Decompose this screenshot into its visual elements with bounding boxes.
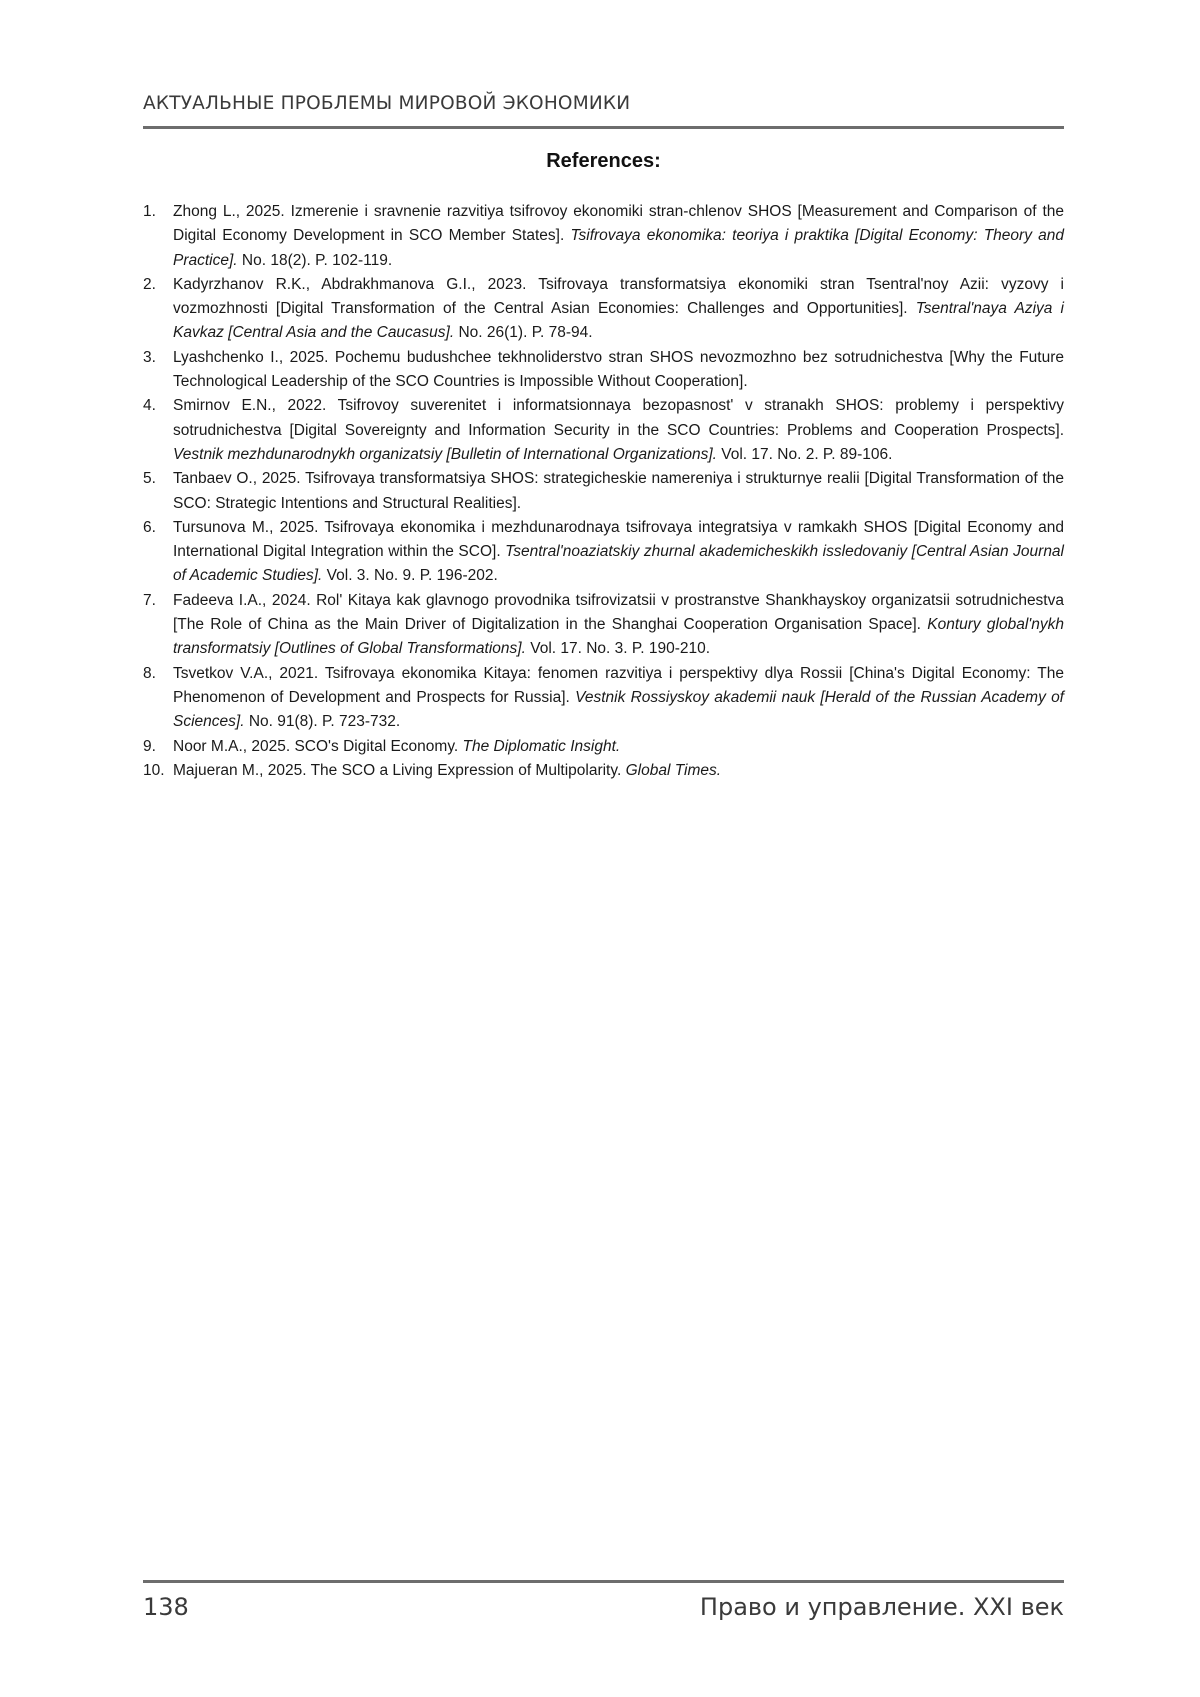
reference-item-10 (143, 759, 1064, 783)
reference-text: Smirnov E.N., 2022. Tsifrovoy suverenitet i informatsionnaya bezopasnost' v stranakh SHOS: problemy i perspektivy sotrudnichestva [Digital Sovereignty and Information Security in the SCO Countries: Problems and Cooperation Prospects]. (173, 397, 1064, 439)
reference-text: Zhong L., 2025. Izmerenie i sravnenie razvitiya tsifrovoy ekonomiki stran-chlenov SHOS [Measurement and Comparison of the Digital Economy Development in SCO Member States]. (173, 203, 1064, 245)
reference-details: Vol. 3. No. 9. P. 196-202. (322, 567, 498, 585)
reference-number: 10. (143, 761, 165, 779)
footer-divider (143, 1580, 1064, 1583)
reference-number: 6. (143, 518, 156, 536)
running-title: АКТУАЛЬНЫЕ ПРОБЛЕМЫ МИРОВОЙ ЭКОНОМИКИ (143, 93, 631, 114)
reference-source: Kontury global'nykh transformatsiy [Outlines of Global Transformations]. (173, 616, 1064, 658)
reference-text: Fadeeva I.A., 2024. Rol' Kitaya kak glavnogo provodnika tsifrovizatsii v prostranstve Shankhayskoy organizatsii sotrudnichestva [The Role of China as the Main Driver of Digitalization in the Shanghai Cooperation Organisation Space]. (173, 591, 1064, 634)
reference-number: 3. (143, 348, 156, 366)
reference-number: 2. (143, 275, 156, 293)
header-divider (143, 126, 1064, 129)
page-number: 138 (143, 1593, 189, 1621)
journal-name: Право и управление. XXI век (699, 1593, 1064, 1621)
reference-item-6 (143, 516, 1064, 589)
reference-list (143, 200, 1064, 783)
reference-number: 4. (143, 397, 156, 415)
reference-details: No. 91(8). P. 723-732. (244, 713, 401, 731)
reference-item-8 (143, 662, 1064, 735)
reference-item-2 (143, 273, 1064, 346)
reference-source: Tsentral'naya Aziya i Kavkaz [Central Asia and the Caucasus]. (173, 300, 1064, 342)
reference-source: Vestnik Rossiyskoy akademii nauk [Herald of the Russian Academy of Sciences]. (173, 688, 1064, 731)
reference-item-5 (143, 467, 1064, 516)
reference-text: Noor M.A., 2025. SCO's Digital Economy. (173, 737, 463, 755)
reference-item-7 (143, 589, 1064, 662)
reference-details: No. 18(2). P. 102-119. (237, 251, 393, 269)
reference-item-1 (143, 200, 1064, 273)
reference-number: 5. (143, 470, 156, 488)
reference-text: Lyashchenko I., 2025. Pochemu budushchee tekhnoliderstvo stran SHOS nevozmozhno bez sotrudnichestva [Why the Future Technological Leadership of the SCO Countries is Impossible Without Cooperation]. (173, 348, 1064, 391)
reference-number: 7. (143, 591, 156, 609)
reference-details: Vol. 17. No. 2. P. 89-106. (716, 445, 893, 463)
reference-source: Global Times. (625, 761, 722, 779)
reference-item-9 (143, 735, 1064, 759)
reference-details: Vol. 17. No. 3. P. 190-210. (525, 640, 711, 658)
reference-item-3 (143, 346, 1064, 395)
reference-text: Tursunova M., 2025. Tsifrovaya ekonomika i mezhdunarodnaya tsifrovaya integratsiya v ramkakh SHOS [Digital Economy and International Digital Integration within the SCO]. (173, 518, 1064, 561)
reference-text: Tsvetkov V.A., 2021. Tsifrovaya ekonomika Kitaya: fenomen razvitiya i perspektivy dlya Rossii [China's Digital Economy: The Phenomenon of Development and Prospects for Russia]. (173, 664, 1064, 706)
reference-source: The Diplomatic Insight. (462, 737, 621, 755)
reference-number: 1. (143, 203, 156, 220)
reference-text: Majueran M., 2025. The SCO a Living Expression of Multipolarity. (173, 761, 626, 779)
reference-item-4 (143, 394, 1064, 467)
references-heading: References: (546, 150, 661, 172)
reference-text: Tanbaev O., 2025. Tsifrovaya transformatsiya SHOS: strategicheskie namereniya i strukturnye realii [Digital Transformation of the SCO: Strategic Intentions and Structural Realities]. (173, 470, 1064, 512)
reference-number: 9. (143, 737, 156, 755)
reference-source: Tsentral'noaziatskiy zhurnal akademicheskikh issledovaniy [Central Asian Journal of Academic Studies]. (173, 543, 1065, 585)
reference-number: 8. (143, 664, 156, 682)
reference-text: Kadyrzhanov R.K., Abdrakhmanova G.I., 2023. Tsifrovaya transformatsiya ekonomiki stran Tsentral'noy Azii: vyzovy i vozmozhnosti [Digital Transformation of the Central Asian Economies: Challenges and Opportunities]. (173, 275, 1064, 318)
reference-details: No. 26(1). P. 78-94. (454, 324, 593, 342)
reference-source: Tsifrovaya ekonomika: teoriya i praktika [Digital Economy: Theory and Practice]. (173, 227, 1064, 269)
reference-source: Vestnik mezhdunarodnykh organizatsiy [Bulletin of International Organizations]. (173, 445, 717, 463)
